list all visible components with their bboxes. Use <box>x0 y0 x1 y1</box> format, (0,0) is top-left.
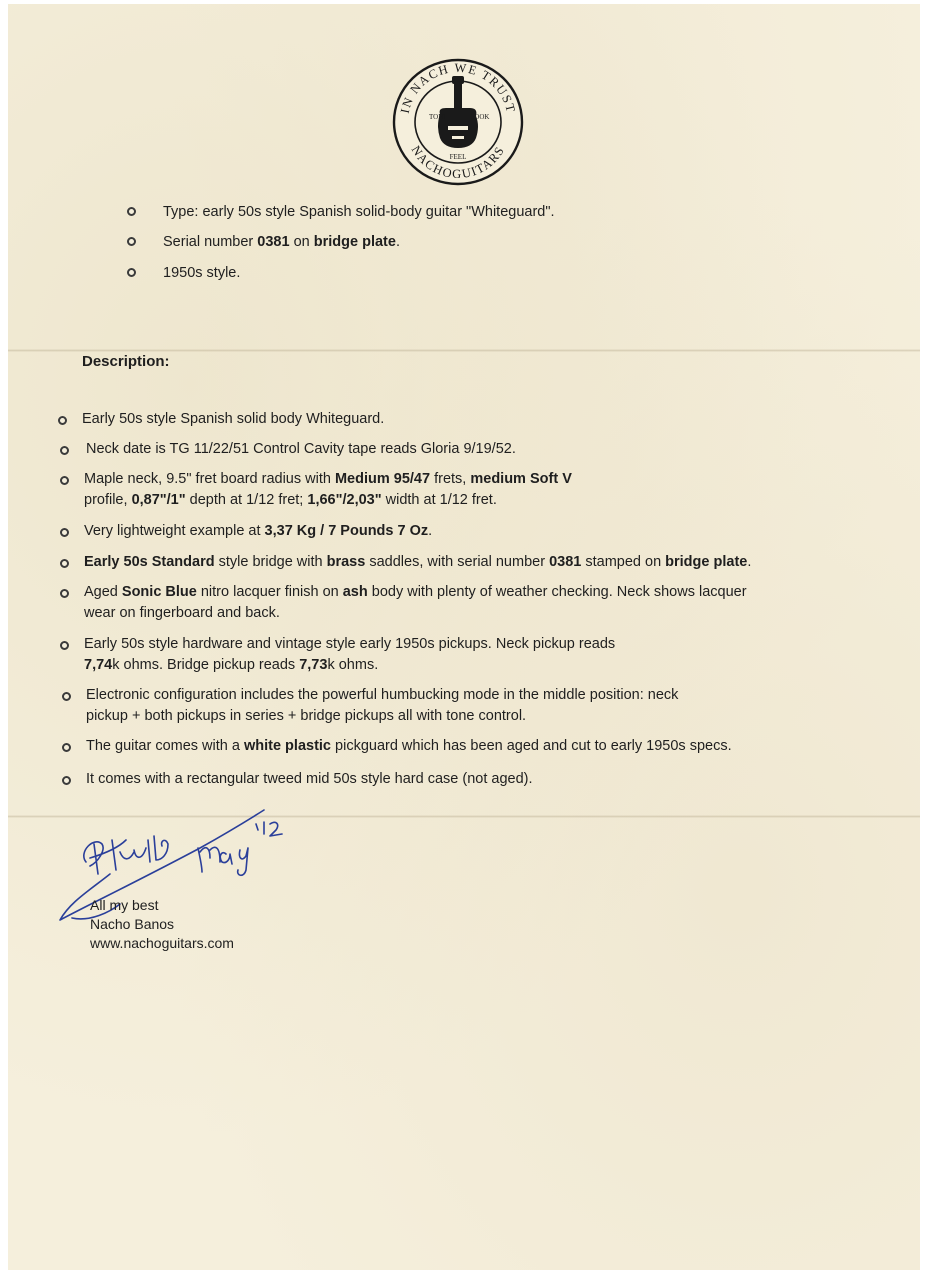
signoff-closing: All my best <box>90 897 159 913</box>
bold-text: 0381 <box>549 554 582 570</box>
description-item-line <box>86 770 533 788</box>
seal-top-text: IN NACH WE TRUST <box>397 60 519 115</box>
bold-text: medium Soft V <box>470 471 572 487</box>
text: k ohms. Bridge pickup reads <box>112 657 300 673</box>
bold-text: Sonic Blue <box>121 584 197 600</box>
text: pickup + both pickups in series + bridge pickups all with tone control. <box>86 708 527 724</box>
text: depth at 1/12 fret; <box>185 492 308 508</box>
seal-bottom-label: FEEL <box>449 153 467 161</box>
text: It comes with a rectangular tweed mid 50s style hard case (not aged). <box>86 771 533 787</box>
description-item-line <box>84 522 432 540</box>
summary-item <box>163 203 555 221</box>
description-item-line <box>84 553 751 571</box>
bold-text: Medium 95/47 <box>334 471 431 487</box>
text: Very lightweight example at <box>84 523 265 539</box>
bold-text: 3,37 Kg / 7 Pounds 7 Oz <box>264 523 429 539</box>
text: k ohms. <box>327 657 379 673</box>
text: style bridge with <box>214 554 327 570</box>
description-heading: Description: <box>82 353 170 370</box>
description-item-line <box>84 604 280 622</box>
nachoguitars-seal-logo <box>388 56 528 188</box>
text: Maple neck, 9.5" fret board radius with <box>84 471 335 487</box>
description-item-line <box>86 707 526 725</box>
bullet-icon <box>127 207 136 216</box>
bullet-icon <box>62 692 71 701</box>
bold-text: bridge plate <box>313 234 396 250</box>
text: Neck date is TG 11/22/51 Control Cavity tape reads Gloria 9/19/52. <box>86 441 516 457</box>
bold-text: 1,66"/2,03" <box>307 492 382 508</box>
text: width at 1/12 fret. <box>381 492 497 508</box>
text: saddles, with serial number <box>365 554 550 570</box>
text: Serial number <box>163 234 258 250</box>
bullet-icon <box>127 237 136 246</box>
text: nitro lacquer finish on <box>196 584 343 600</box>
text: Aged <box>84 584 122 600</box>
bold-text: 0,87"/1" <box>131 492 186 508</box>
bullet-icon <box>58 416 67 425</box>
bullet-icon <box>60 476 69 485</box>
text: frets, <box>430 471 471 487</box>
description-item-line <box>86 686 678 704</box>
description-item-line <box>86 737 732 755</box>
text: 1950s style. <box>163 265 241 281</box>
text: . <box>395 234 400 250</box>
description-item-line <box>84 470 572 488</box>
seal-left-label: TONE <box>429 113 448 121</box>
text: profile, <box>84 492 132 508</box>
bullet-icon <box>127 268 136 277</box>
bullet-icon <box>60 528 69 537</box>
description-item-line <box>86 440 516 458</box>
bold-text: brass <box>326 554 366 570</box>
description-item-line <box>84 583 747 601</box>
summary-item <box>163 233 400 251</box>
bullet-icon <box>60 446 69 455</box>
bold-text: bridge plate <box>665 554 748 570</box>
description-item-line <box>82 410 384 428</box>
description-item-line <box>84 635 615 653</box>
text: pickguard which has been aged and cut to early 1950s specs. <box>331 738 732 754</box>
fold-line-upper <box>8 349 920 352</box>
signoff-website[interactable]: www.nachoguitars.com <box>90 935 234 951</box>
bullet-icon <box>60 589 69 598</box>
seal-bottom-text: NACHOGUITARS <box>408 143 508 182</box>
bold-text: ash <box>342 584 368 600</box>
bold-text: 7,74 <box>84 657 113 673</box>
text: . <box>747 554 752 570</box>
summary-item <box>163 264 240 282</box>
text: body with plenty of weather checking. Neck shows lacquer <box>367 584 747 600</box>
signoff-name: Nacho Banos <box>90 916 175 932</box>
bold-text: Early 50s Standard <box>84 554 215 570</box>
text: on <box>289 234 314 250</box>
bullet-icon <box>62 743 71 752</box>
text: Electronic configuration includes the powerful humbucking mode in the middle position: neck <box>86 687 679 703</box>
description-item-line <box>84 656 378 674</box>
text: stamped on <box>581 554 666 570</box>
text: wear on fingerboard and back. <box>84 605 280 621</box>
text: Type: early 50s style Spanish solid-body guitar "Whiteguard". <box>163 204 555 220</box>
seal-right-label: LOOK <box>470 113 490 121</box>
bold-text: 0381 <box>257 234 290 250</box>
text: The guitar comes with a <box>86 738 244 754</box>
bullet-icon <box>62 776 71 785</box>
bullet-icon <box>60 641 69 650</box>
description-item-line <box>84 491 497 509</box>
bullet-icon <box>60 559 69 568</box>
bold-text: 7,73 <box>299 657 328 673</box>
text: Early 50s style hardware and vintage style early 1950s pickups. Neck pickup reads <box>84 636 616 652</box>
text: Early 50s style Spanish solid body Whiteguard. <box>82 411 385 427</box>
text: . <box>428 523 433 539</box>
bold-text: white plastic <box>243 738 331 754</box>
